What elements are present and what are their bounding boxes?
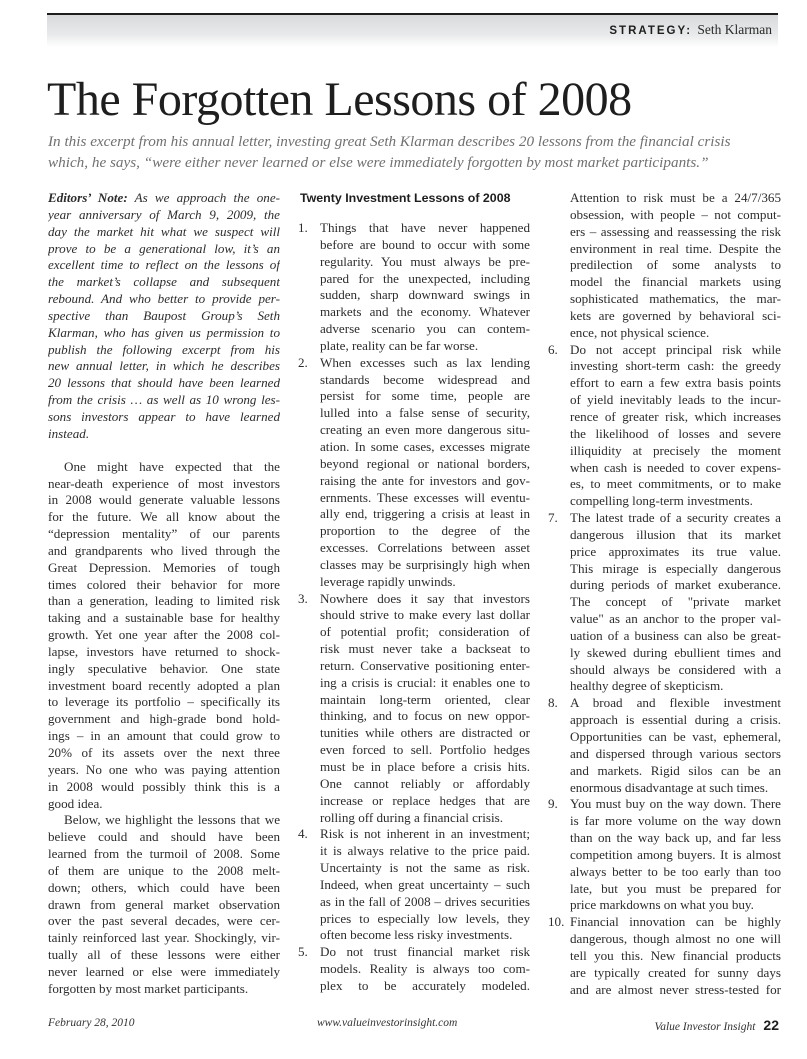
lesson-item	[298, 591, 530, 827]
footer-publication	[654, 1017, 779, 1033]
text-line: When excesses such as lax lending	[320, 354, 530, 370]
lesson-number: 8.	[548, 695, 558, 711]
lesson-item	[548, 914, 781, 998]
text-line: from the crisis … as well as 10 wrong les-	[48, 392, 280, 408]
text-line: sophisticated mathematics, the mar-	[570, 291, 781, 307]
text-line: often become less risky investments.	[320, 927, 513, 943]
text-line: sons investors appear to have learned	[48, 408, 280, 424]
text-line: risk must never take a backseat to	[320, 641, 530, 657]
text-line: dangerous, though almost no one will	[570, 931, 781, 947]
text-line: than on the way back up, and far less	[570, 830, 781, 846]
text-line: year anniversary of March 9, 2009, the	[48, 206, 280, 222]
text-line: instead.	[48, 425, 90, 441]
lesson-number: 1.	[298, 220, 308, 235]
text-line: ly skewed during ebullient times and	[570, 644, 781, 660]
text-line: the market’s collapse and subsequent	[48, 274, 280, 290]
text-line: healthy degree of skepticism.	[570, 678, 724, 694]
text-line: always better to be too early than too	[570, 863, 781, 879]
text-line: spective than Baupost Group’s Seth	[48, 307, 280, 323]
right-column	[548, 190, 781, 999]
text-line: dangerous illusion that its market	[570, 526, 781, 542]
section-label	[609, 22, 772, 38]
text-line: it is always relative to the price paid.	[320, 843, 530, 859]
text-line: is far more volume on the way down	[570, 813, 781, 829]
text-line: obsession, with people – not comput-	[570, 206, 781, 222]
text-line: new annual letter, in which he describes	[48, 358, 280, 374]
text-line: 20 lessons that should have been learned	[48, 375, 280, 391]
text-line: kets are governed by behavioral sci-	[570, 307, 781, 323]
text-line: good idea.	[48, 795, 103, 811]
text-line: before are bound to occur with some	[320, 236, 530, 252]
text-line: excellent time to reflect on the lessons of	[48, 257, 280, 273]
text-line: Risk is not inherent in an investment;	[320, 826, 530, 842]
footer-url[interactable]: www.valueinvestorinsight.com	[317, 1017, 458, 1029]
publication-name: Value Investor Insight	[654, 1021, 756, 1033]
text-line: learned from the turmoil of 2008. Some	[48, 846, 280, 862]
editors-note-label: Editors’ Note:	[48, 190, 128, 205]
editors-note	[48, 190, 280, 443]
text-line	[48, 190, 280, 207]
lessons-list-part-2	[548, 342, 781, 999]
text-line: government and high-grade bond hold-	[48, 711, 280, 727]
text-line: This mirage is especially dangerous	[570, 560, 781, 576]
text-line: plate, reality can be far worse.	[320, 337, 479, 353]
text-line: persist for some time, people are	[320, 388, 530, 404]
lesson-item	[548, 695, 781, 796]
text-line: Indeed, when great uncertainty – such	[320, 876, 530, 892]
text-line: must be in place before a crisis hits.	[320, 759, 530, 774]
text-line: raising the ante for investors and gov-	[320, 472, 530, 488]
text-line: as in the fall of 2008 – drives securities	[320, 893, 530, 909]
text-line: years. No one who was paying attention	[48, 761, 280, 777]
text-line: proportion to the degree of the	[320, 523, 530, 539]
text-line: for the future. We all know about the	[48, 509, 280, 525]
text-line: 20% of its assets over the next three	[48, 745, 280, 760]
text-line: in 2008 would generate valuable lessons	[48, 492, 280, 508]
text-line: effort to earn a few extra basis points	[570, 375, 781, 391]
lesson-5-continuation	[548, 190, 781, 342]
lesson-item	[298, 355, 530, 591]
text-line: Nowhere does it say that investors	[320, 590, 530, 606]
lesson-number: 2.	[298, 354, 308, 370]
lesson-item	[548, 510, 781, 695]
text-line: down; others, which could have been	[48, 879, 280, 895]
text-line: enormous disadvantage at such times.	[570, 779, 769, 795]
text-line: maintain long-term oriented, clear	[320, 691, 530, 707]
section-kicker: STRATEGY:	[609, 25, 693, 37]
text-line: approach is essential during a crisis.	[570, 712, 781, 728]
text-line: tunities while others are distracted or	[320, 725, 530, 741]
text-line: late, but you must be prepared for	[570, 880, 781, 896]
lesson-number: 4.	[298, 826, 308, 842]
text-line: Opportunities can be vast, ephemeral,	[570, 729, 781, 744]
text-line: should always be considered with a	[570, 661, 781, 677]
text-line: and markets. Rigid silos can be an	[570, 762, 781, 778]
text-line: Klarman, who has given us permission to	[48, 324, 280, 340]
text-line: to leverage its portfolio – specifically its	[48, 694, 280, 710]
text-line: “depression mentality” of our parents	[48, 526, 280, 542]
text-line: never learned or else were immediately	[48, 963, 280, 979]
text-line: prices to especially low levels, they	[320, 910, 530, 926]
text-line: lulled into a false sense of security,	[320, 405, 530, 421]
text-line: models. Reality is always too com-	[320, 961, 530, 977]
text-line: ence, not physical science.	[570, 324, 710, 340]
lesson-number: 10.	[548, 914, 565, 930]
lesson-item	[298, 826, 530, 944]
lesson-number: 9.	[548, 796, 558, 812]
section-header-band	[47, 13, 778, 47]
text-line: standards become widespread and	[320, 371, 530, 387]
text-line: pared for the unexpected, including	[320, 270, 530, 286]
text-line: Below, we highlight the lessons that we	[64, 812, 280, 828]
text-line: One cannot reliably or affordably	[320, 775, 530, 791]
text-line: and dispersed through various sectors	[570, 745, 781, 761]
text-line: price approximates its true value.	[570, 543, 781, 559]
intro-paragraph-1	[48, 459, 280, 813]
text-line: ers – assessing and reassessing the risk	[570, 223, 781, 239]
text-line: than a generation, leading to limited risk	[48, 593, 280, 609]
text-line: publish the following excerpt from his	[48, 341, 280, 357]
text-line: thinking, and to focus on new oppor-	[320, 708, 530, 724]
text-line: sudden, sharp downward swings in	[320, 287, 530, 303]
text-line: ingly speculative behavior. One state	[48, 660, 280, 676]
lesson-item	[298, 220, 530, 355]
text-line: beyond regional or national borders,	[320, 455, 530, 471]
text-line: and grandparents who lived through the	[48, 542, 280, 558]
lesson-number: 7.	[548, 510, 558, 526]
page-number: 22	[763, 1017, 779, 1033]
text-line: times colored their behavior for more	[48, 576, 280, 592]
text-line: the likelihood of losses and severe	[570, 425, 781, 441]
middle-column	[298, 190, 530, 995]
text-line: plex to be accurately modeled.	[320, 977, 530, 993]
lesson-item	[548, 796, 781, 914]
deck-line: which, he says, “were either never learned or else were immediately forgotten by most market participants.”	[48, 154, 709, 171]
text-line: creating an even more dangerous situ-	[320, 422, 530, 438]
text-line: rence of greater risk, which increases	[570, 408, 781, 424]
lessons-heading: Twenty Investment Lessons of 2008	[300, 191, 511, 205]
text-line: of them are unique to the 2008 melt-	[48, 862, 280, 878]
text-line: lapse, investors have returned to shock-	[48, 643, 280, 659]
text-line: leverage rapidly unwinds.	[320, 573, 456, 589]
lesson-number: 3.	[298, 590, 308, 606]
text-line: near-death experience of most investors	[48, 475, 280, 491]
text-line: regularity. You must always be pre-	[320, 253, 530, 269]
text-line: tually all of these lessons were either	[48, 947, 280, 963]
intro-paragraph-2	[48, 812, 280, 997]
text-line: drawn from general market observation	[48, 896, 280, 912]
text-line: The concept of "private market	[570, 594, 781, 610]
text-line: Financial innovation can be highly	[570, 914, 781, 930]
text-line: even forced to sell. Portfolio hedges	[320, 742, 530, 758]
text-line: tainly reinforced last year. Shockingly, vir-	[48, 930, 280, 946]
text-line: should strive to make every last dollar	[320, 607, 530, 623]
lesson-number: 5.	[298, 944, 308, 960]
text-line: markets and the economy. Whatever	[320, 304, 530, 320]
editors-note-text: As we approach the one-	[127, 190, 280, 205]
text-line: prove to be a generational low, it’s an	[48, 240, 280, 256]
text-line: The latest trade of a security creates a	[570, 510, 781, 526]
text-line: ing a crisis is crucial: it enables one to	[320, 674, 530, 690]
article-title: The Forgotten Lessons of 2008	[47, 73, 632, 126]
footer-date: February 28, 2010	[48, 1017, 135, 1029]
text-line: compelling long-term investments.	[570, 493, 753, 509]
text-line: rebound. And who better to provide per-	[48, 291, 280, 307]
text-line: when cash is needed to cover expens-	[570, 459, 781, 475]
text-line: day the market hit what we suspect will	[48, 223, 280, 239]
text-line: predilection of some analysts to	[570, 257, 781, 273]
text-line: ally end, triggering a crisis at least in	[320, 506, 530, 522]
deck-line: In this excerpt from his annual letter, investing great Seth Klarman describes 20 lessons from the financial crisis	[48, 133, 731, 150]
text-line: Uncertainty is not the same as risk.	[320, 860, 530, 876]
text-line: Do not trust financial market risk	[320, 944, 530, 960]
text-line: environment in real time. Despite the	[570, 240, 781, 256]
text-line: ation. In some cases, excesses migrate	[320, 438, 530, 454]
text-line: return. Conservative positioning enter-	[320, 657, 530, 673]
text-line: Do not accept principal risk while	[570, 341, 781, 357]
text-line: illiquidity at precisely the moment	[570, 442, 781, 458]
text-line: price markdowns on what you buy.	[570, 897, 754, 913]
lesson-item	[298, 944, 530, 995]
text-line: adverse scenario you can contem-	[320, 321, 530, 337]
text-line: ernments. These excesses will eventu-	[320, 489, 530, 505]
text-line: investment board recently adopted a plan	[48, 677, 280, 693]
text-line: are typically created for sunny days	[570, 964, 781, 980]
text-line: of potential profit; consideration of	[320, 624, 530, 640]
text-line: uation of a business can also be great-	[570, 627, 781, 643]
text-line: growth. Yet one year after the 2008 col-	[48, 627, 280, 643]
text-line: You must buy on the way down. There	[570, 796, 781, 812]
text-line: forgotten by most market participants.	[48, 980, 249, 996]
text-line: excesses. Correlations between asset	[320, 540, 530, 556]
text-line: increase or replace hedges that are	[320, 792, 530, 808]
text-line: in 2008 would possibly think this is a	[48, 778, 280, 794]
text-line: and are almost never stress-tested for	[570, 981, 781, 997]
text-line: rolling off during a financial crisis.	[320, 809, 504, 825]
text-line: competition among buyers. It is almost	[570, 846, 781, 862]
text-line: es, to meet commitments, or to make	[570, 476, 781, 492]
text-line: investing short-term cash: the greedy	[570, 358, 781, 374]
text-line: taking and a sustainable base for healthy	[48, 610, 280, 626]
text-line: during periods of market exuberance.	[570, 577, 781, 593]
lesson-number: 6.	[548, 341, 558, 357]
text-line: model the financial markets using	[570, 274, 781, 290]
section-author: Seth Klarman	[697, 22, 772, 37]
text-line: One might have expected that the	[64, 458, 280, 474]
text-line: tell you this. New financial products	[570, 947, 781, 963]
text-line: believe could and should have been	[48, 829, 280, 845]
lesson-item	[548, 342, 781, 510]
left-column	[48, 190, 280, 998]
text-line: ings – in an amount that could grow to	[48, 728, 280, 744]
text-line: Great Depression. Memories of tough	[48, 559, 280, 575]
article-deck	[48, 131, 788, 173]
text-line: Things that have never happened	[320, 220, 530, 235]
lessons-list-part-1	[298, 220, 530, 995]
text-line: Attention to risk must be a 24/7/365	[570, 190, 781, 205]
text-line: A broad and flexible investment	[570, 695, 781, 711]
text-line: classes may be surprisingly high when	[320, 556, 530, 572]
text-line: value" as an anchor to the proper val-	[570, 611, 781, 627]
text-line: over the past several decades, were cer-	[48, 913, 280, 929]
text-line: of yield inevitably leads to the incur-	[570, 392, 781, 408]
